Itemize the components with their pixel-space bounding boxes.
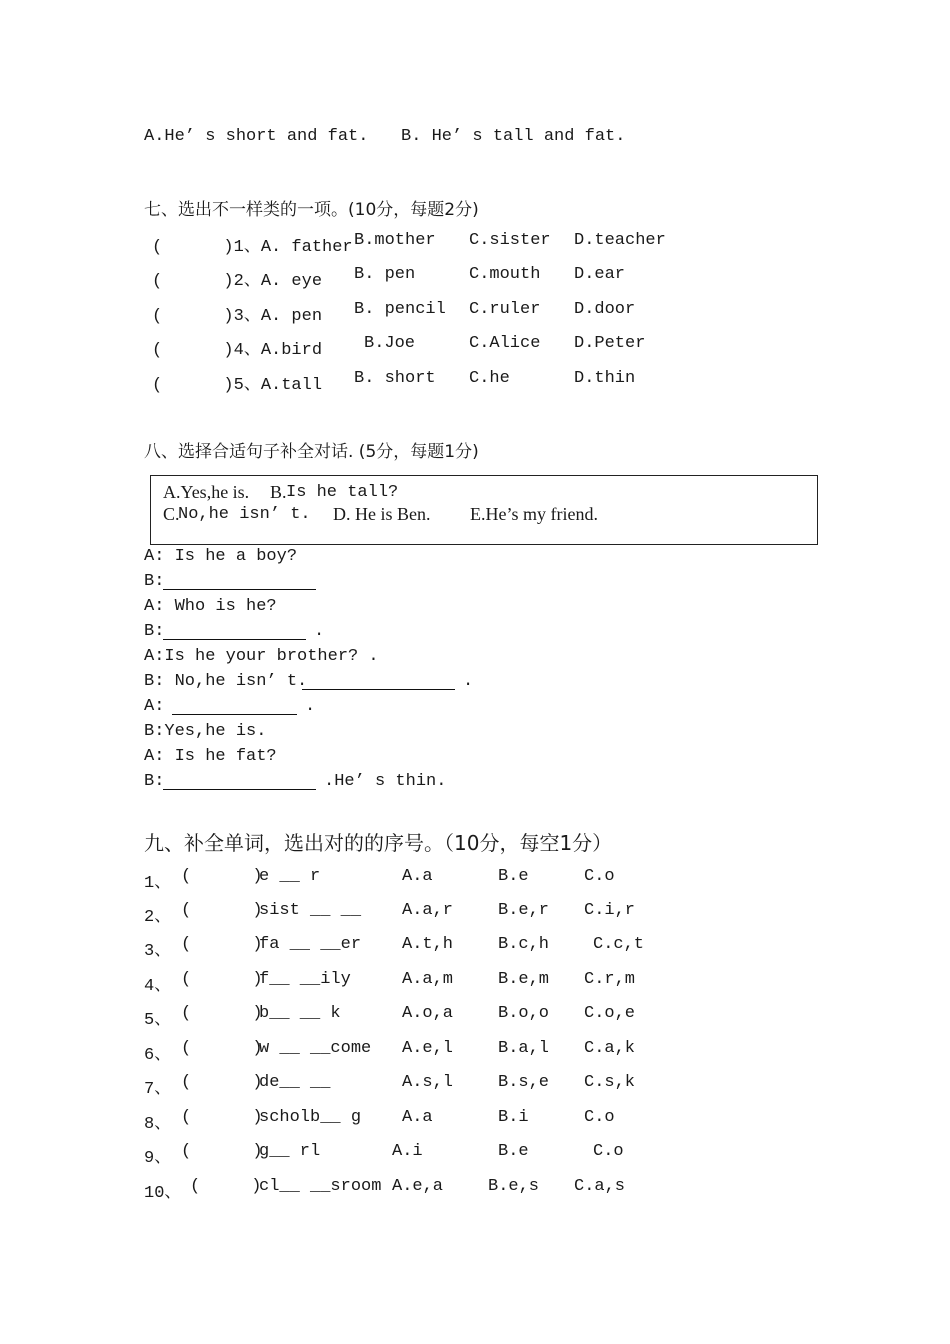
choice-b-label: B.	[270, 482, 287, 502]
s9-opt-a: A.a,r	[402, 901, 454, 920]
s9-opt-a: A.a	[402, 1108, 433, 1127]
s9-opt-a: A.a	[402, 867, 433, 886]
s7-q4-b: B.Joe	[364, 334, 416, 353]
s7-q2-d: D.ear	[574, 265, 626, 284]
s7-q3-d: D.door	[574, 300, 636, 319]
answer-blank-4[interactable]	[172, 700, 297, 715]
s7-q4-c: C.Alice	[469, 334, 541, 353]
s9-word: cl__ __sroom	[259, 1177, 382, 1196]
s9-paren: ( )	[181, 970, 263, 989]
dialogue-line: A:Is he your brother? .	[144, 647, 379, 666]
s9-word: scholb__ g	[259, 1108, 362, 1127]
s7-q5-d: D.thin	[574, 369, 636, 388]
choice-d: D. He is Ben.	[333, 504, 431, 524]
s9-num: 7、	[144, 1080, 172, 1099]
s9-num: 1、	[144, 874, 172, 893]
s9-word: fa __ __er	[259, 935, 362, 954]
s7-q1: ( )1、A. father	[152, 238, 353, 257]
s9-paren: ( )	[181, 935, 263, 954]
s9-opt-c: C.s,k	[584, 1073, 636, 1092]
s9-opt-c: C.r,m	[584, 970, 636, 989]
s7-q1-c: C.sister	[469, 231, 551, 250]
answer-blank-2[interactable]	[163, 625, 306, 640]
s9-word: b__ __ k	[259, 1004, 341, 1023]
s9-word: e __ r	[259, 867, 321, 886]
choice-a: A.Yes,he is.	[163, 482, 250, 502]
s9-opt-a: A.i	[392, 1142, 423, 1161]
answer-blank-5[interactable]	[163, 775, 316, 790]
dialogue-line: B:Yes,he is.	[144, 722, 267, 741]
s9-opt-b: B.e	[498, 1142, 529, 1161]
dialogue-line: B: No,he isn’ t.	[144, 672, 308, 691]
dialogue-line: A: Who is he?	[144, 597, 277, 616]
section-7-title: 七、选出不一样类的一项。(10分，每题2分)	[144, 200, 479, 220]
s9-opt-b: B.o,o	[498, 1004, 550, 1023]
dialogue-line: A: Is he a boy?	[144, 547, 298, 566]
dialogue-line: B:	[144, 772, 165, 791]
s9-word: w __ __come	[259, 1039, 372, 1058]
choice-c-text: No,he isn’ t.	[178, 505, 311, 524]
dialogue-line: B:	[144, 622, 165, 641]
s9-paren: ( )	[181, 901, 263, 920]
s9-opt-b: B.e,r	[498, 901, 550, 920]
s9-opt-b: B.e,s	[488, 1177, 540, 1196]
period-mark: .	[305, 697, 316, 716]
s9-opt-a: A.o,a	[402, 1004, 454, 1023]
s9-word: sist __ __	[259, 901, 362, 920]
section-8-title: 八、选择合适句子补全对话. (5分，每题1分)	[144, 442, 479, 462]
s9-opt-a: A.e,l	[402, 1039, 454, 1058]
s9-opt-c: C.o	[584, 1108, 615, 1127]
s9-num: 8、	[144, 1115, 172, 1134]
s9-opt-b: B.e,m	[498, 970, 550, 989]
s7-q2-c: C.mouth	[469, 265, 541, 284]
dialogue-line: A: Is he fat?	[144, 747, 277, 766]
s7-q2: ( )2、A. eye	[152, 272, 323, 291]
s7-q4-d: D.Peter	[574, 334, 646, 353]
s9-opt-c: C.a,s	[574, 1177, 626, 1196]
s9-opt-b: B.a,l	[498, 1039, 550, 1058]
s9-num: 5、	[144, 1011, 172, 1030]
s7-q5: ( )5、A.tall	[152, 376, 323, 395]
s9-opt-b: B.i	[498, 1108, 529, 1127]
choice-b-text: Is he tall?	[286, 483, 399, 502]
s9-paren: ( )	[181, 1142, 263, 1161]
s9-opt-c: C.o	[584, 867, 615, 886]
s9-opt-a: A.e,a	[392, 1177, 444, 1196]
thin-tail: .He’ s thin.	[324, 772, 447, 791]
s7-q2-b: B. pen	[354, 265, 416, 284]
s9-opt-a: A.s,l	[402, 1073, 454, 1092]
s7-q3: ( )3、A. pen	[152, 307, 323, 326]
s9-opt-b: B.s,e	[498, 1073, 550, 1092]
s9-num: 4、	[144, 977, 172, 996]
choice-e: E.He’s my friend.	[470, 504, 598, 524]
s9-opt-b: B.c,h	[498, 935, 550, 954]
s7-q5-c: C.he	[469, 369, 510, 388]
s9-word: de__ __	[259, 1073, 331, 1092]
s9-opt-c: C.a,k	[584, 1039, 636, 1058]
s9-word: g__ rl	[259, 1142, 321, 1161]
s9-paren: ( )	[190, 1177, 262, 1196]
option-b: B. He’ s tall and fat.	[401, 127, 626, 146]
s9-num: 3、	[144, 942, 172, 961]
s9-word: f__ __ily	[259, 970, 351, 989]
s9-opt-c: C.i,r	[584, 901, 636, 920]
s7-q4: ( )4、A.bird	[152, 341, 323, 360]
s7-q1-d: D.teacher	[574, 231, 666, 250]
dialogue-line: B:	[144, 572, 165, 591]
s7-q1-b: B.mother	[354, 231, 436, 250]
s9-num: 9、	[144, 1149, 172, 1168]
s9-opt-a: A.t,h	[402, 935, 454, 954]
s9-opt-c: C.o,e	[584, 1004, 636, 1023]
s9-num: 2、	[144, 908, 172, 927]
section-9-title: 九、补全单词，选出对的的序号。（10分，每空1分）	[144, 831, 613, 855]
s9-paren: ( )	[181, 1073, 263, 1092]
s9-paren: ( )	[181, 1039, 263, 1058]
answer-blank-1[interactable]	[163, 575, 316, 590]
answer-blank-3[interactable]	[302, 675, 455, 690]
s7-q3-c: C.ruler	[469, 300, 541, 319]
option-a: A.He’ s short and fat.	[144, 127, 369, 146]
s9-paren: ( )	[181, 1004, 263, 1023]
s7-q3-b: B. pencil	[354, 300, 446, 319]
period-mark: .	[314, 622, 325, 641]
s9-opt-c: C.c,t	[593, 935, 645, 954]
s9-opt-c: C.o	[593, 1142, 624, 1161]
s9-opt-a: A.a,m	[402, 970, 454, 989]
s9-num: 6、	[144, 1046, 172, 1065]
s9-opt-b: B.e	[498, 867, 529, 886]
choice-c-label: C.	[163, 504, 180, 524]
dialogue-line: A:	[144, 697, 165, 716]
s9-paren: ( )	[181, 1108, 263, 1127]
s7-q5-b: B. short	[354, 369, 436, 388]
period-mark: .	[463, 672, 474, 691]
s9-paren: ( )	[181, 867, 263, 886]
s9-num: 10、	[144, 1184, 182, 1203]
